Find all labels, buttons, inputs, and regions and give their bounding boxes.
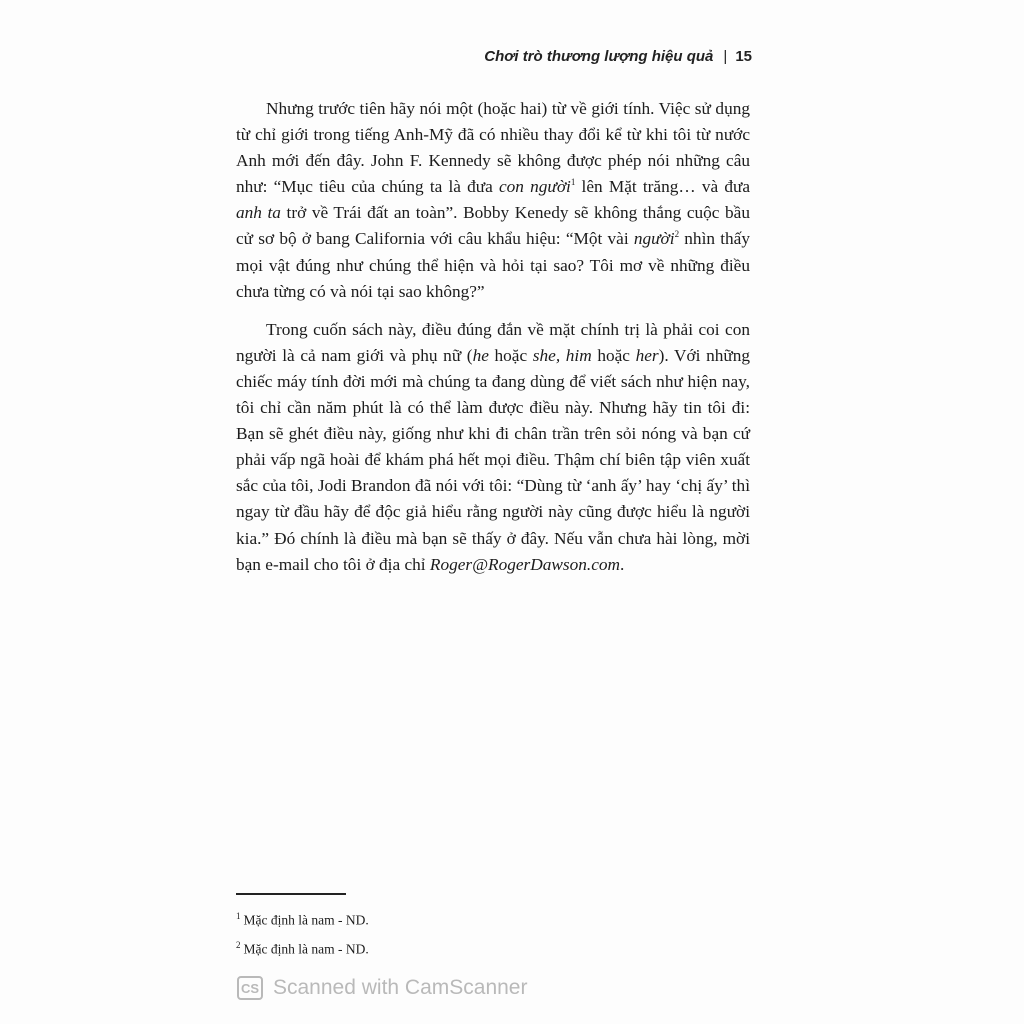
running-title: Chơi trò thương lượng hiệu quả <box>484 48 714 65</box>
p1-emphasis-2: anh ta <box>236 203 281 223</box>
email-address: Roger@RogerDawson.com <box>429 554 621 574</box>
camscanner-logo-icon: CS <box>237 976 263 1000</box>
paragraph-2 <box>236 317 750 578</box>
p1-text-1: Nhưng trước tiên hãy nói một (hoặc hai) từ về giới tính. Việc sử dụng từ chỉ giới trong tiếng Anh-Mỹ đã có nhiều thay đổi kể từ khi tôi từ nước Anh mới đến đây. John F. Kennedy sẽ không được phép nói những câu như: “Mục tiêu của chúng ta là đưa <box>236 99 750 197</box>
footnote-text-1: Mặc định là nam - ND. <box>243 912 369 928</box>
footnotes <box>236 904 736 961</box>
camscanner-watermark <box>237 976 527 1000</box>
footnote-ref-2: 2 <box>674 229 680 240</box>
footnote-mark-2: 2 <box>236 939 241 950</box>
body-text <box>236 96 750 578</box>
p2-emphasis-she-him: she, him <box>532 345 592 365</box>
p2-text-3: hoặc <box>591 345 636 365</box>
p2-text-1: Trong cuốn sách này, điều đúng đắn về mặt chính trị là phải coi con người là cả nam giới và phụ nữ ( <box>236 319 750 365</box>
p2-text-4: ). Với những chiếc máy tính đời mới mà chúng ta đang dùng để viết sách như hiện nay, tôi chỉ cần năm phút là có thể làm được điều này. Nhưng hãy tin tôi đi: Bạn sẽ ghét điều này, giống như khi đi chân trần trên sỏi nóng và bạn cứ phải vấp ngã hoài để khám phá hết mọi điều. Thậm chí biên tập viên xuất sắc của tôi, Jodi Brandon đã nói với tôi: “Dùng từ ‘anh ấy’ hay ‘chị ấy’ thì ngay từ đầu hãy để độc giả hiểu rằng người này cũng được hiểu là người kia.” Đó chính là điều mà bạn sẽ thấy ở đây. Nếu vẫn chưa hài lòng, mời bạn e-mail cho tôi ở địa chỉ <box>236 345 751 574</box>
paragraph-1 <box>236 96 750 305</box>
p2-text-5: . <box>620 554 625 574</box>
p2-emphasis-her: her <box>635 345 659 365</box>
running-header <box>484 48 752 65</box>
p2-emphasis-he: he <box>472 345 489 365</box>
p1-text-2: lên Mặt trăng… và đưa <box>575 177 751 197</box>
footnote-mark-1: 1 <box>236 911 241 921</box>
watermark-text: Scanned with CamScanner <box>273 976 528 999</box>
footnote-divider <box>236 893 346 895</box>
page-number: 15 <box>735 48 752 65</box>
footnote-ref-1: 1 <box>570 177 576 188</box>
p1-text-3: trở về Trái đất an toàn”. Bobby Kenedy sẽ không thắng cuộc bầu cử sơ bộ ở bang California với câu khẩu hiệu: “Một vài <box>236 203 750 249</box>
header-separator: | <box>723 48 728 65</box>
p1-emphasis-1: con người <box>499 177 571 197</box>
p1-text-4: nhìn thấy mọi vật đúng như chúng thể hiện và hỏi tại sao? Tôi mơ về những điều chưa từng có và nói tại sao không?” <box>236 229 750 301</box>
footnote-1 <box>236 904 736 933</box>
p1-emphasis-3: người <box>633 229 675 249</box>
p2-text-2: hoặc <box>488 345 533 365</box>
footnote-text-2: Mặc định là nam - ND. <box>243 941 369 956</box>
footnote-2 <box>236 933 736 962</box>
